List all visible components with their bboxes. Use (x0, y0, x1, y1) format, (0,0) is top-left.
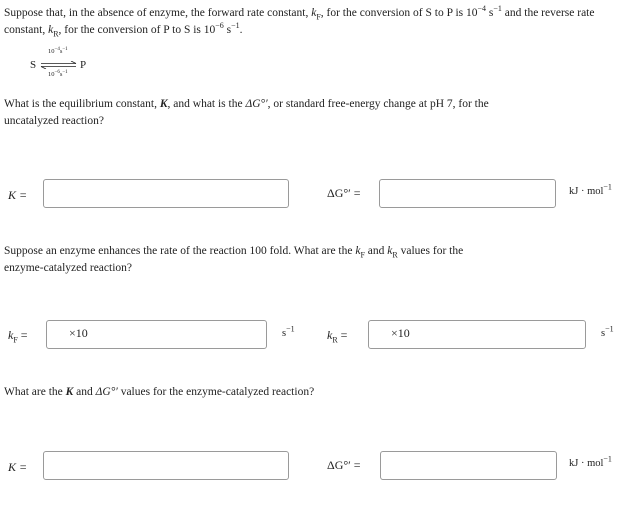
kf-unit: $s^{-1}$ (282, 324, 295, 339)
dg-label-2: ΔG°′ = (327, 458, 361, 472)
question-4-text: What are the K and ΔG°′ values for the enzyme-catalyzed reaction? (4, 386, 315, 398)
kf-symbol: k (311, 7, 317, 19)
question-2-text: What is the equilibrium constant, K, and what is the ΔG°′, or standard free-energy change at pH 7, for the uncatalyzed reaction? (4, 98, 489, 127)
kr-unit: $s^{-1}$ (601, 324, 614, 339)
equilibrium-arrows-icon (40, 61, 78, 69)
k-label-1: K = (8, 188, 28, 202)
kr-symbol: k (48, 24, 54, 36)
question-3-text: Suppose an enzyme enhances the rate of the reaction 100 fold. What are the $k_F$ and $k_R$ values for the enzyme-catalyzed reaction? (4, 245, 464, 274)
reaction-diagram (30, 48, 100, 82)
kf-label: $k_F$ = (8, 328, 28, 345)
k-input-2[interactable] (43, 451, 289, 480)
reverse-rate-label: $10^{-6}s^{-1}$ (48, 69, 68, 78)
product-p: P (80, 59, 87, 71)
k-label-2: K = (8, 460, 28, 474)
unit-label-1: kJ · mol$^{-1}$ (569, 182, 612, 197)
k-input-1[interactable] (43, 179, 289, 208)
unit-label-2: kJ · mol$^{-1}$ (569, 454, 612, 469)
dg-input-1[interactable] (379, 179, 556, 208)
kr-label: $k_R$ = (327, 328, 348, 345)
substrate-s: S (30, 59, 37, 71)
dg-label-1: ΔG°′ = (327, 186, 361, 200)
kr-times-ten: ×10 (391, 326, 410, 340)
forward-rate-label: $10^{-4}s^{-1}$ (48, 46, 68, 55)
question-1-text: Suppose that, in the absence of enzyme, the forward rate constant, $k_F$, for the conversion of S to P is $10^{-4}$ $s^{-1}$ and the reverse rate constant, $k_R$, for the conversion of P to S is $10^{-6}$ $s^{-1}$. (4, 4, 595, 39)
kf-times-ten: ×10 (69, 326, 88, 340)
dg-input-2[interactable] (380, 451, 557, 480)
